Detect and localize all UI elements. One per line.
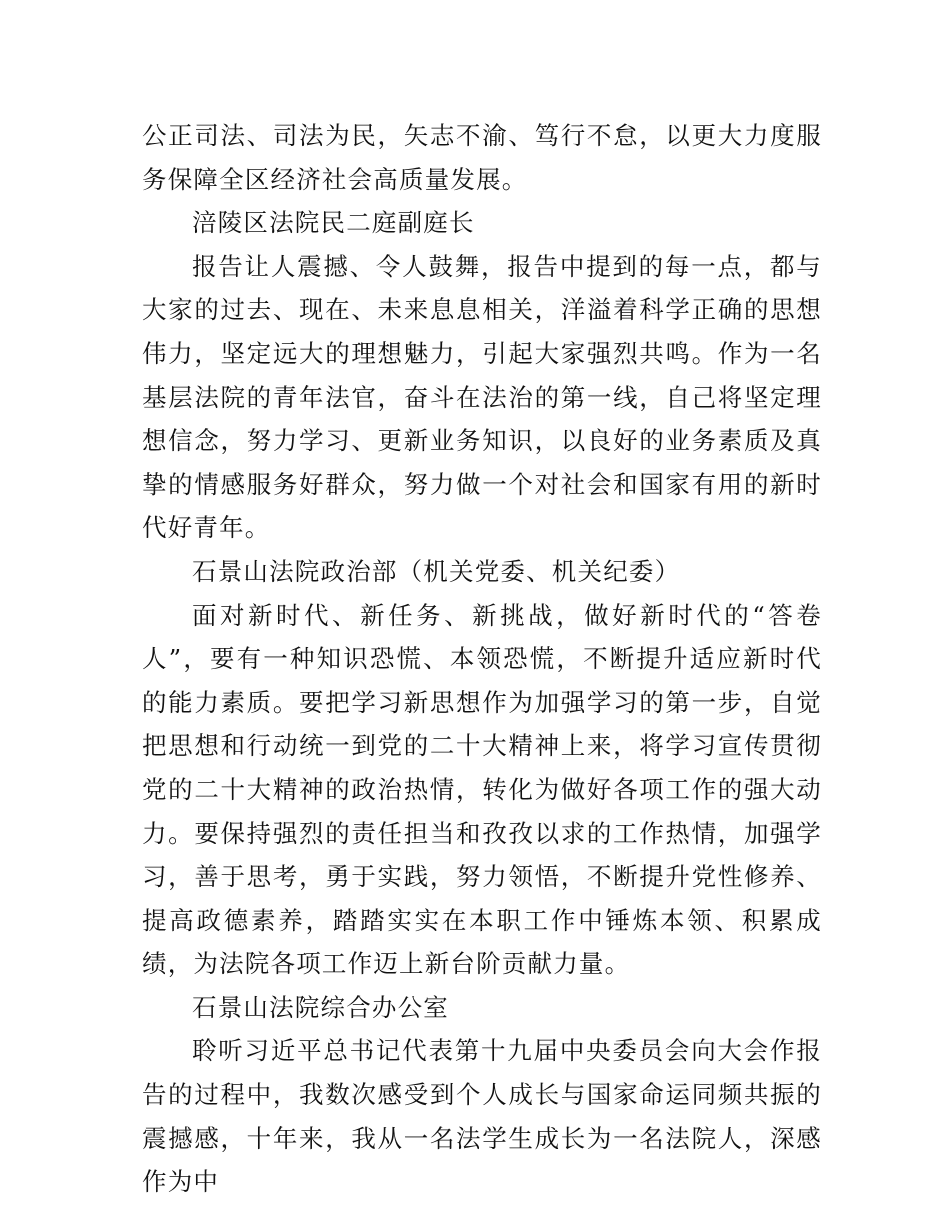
speaker-title-shijingshan-general-office: 石景山法院综合办公室	[192, 992, 449, 1022]
paragraph-general-office-statement: 聆听习近平总书记代表第十九届中央委员会向大会作报告的过程中，我数次感受到个人成长与国家命运同频共振的震撼感，十年来，我从一名法学生成长为一名法院人，深感作为中	[142, 1036, 822, 1197]
paragraph-political-dept-statement: 面对新时代、新任务、新挑战，做好新时代的“答卷人”，要有一种知识恐慌、本领恐慌，不断提升适应新时代的能力素质。要把学习新思想作为加强学习的第一步，自觉把思想和行动统一到党的二十大精神上来，将学习宣传贯彻党的二十大精神的政治热情，转化为做好各项工作的强大动力。要保持强烈的责任担当和孜孜以求的工作热情，加强学习，善于思考，勇于实践，努力领悟，不断提升党性修养、提高政德素养，踏踏实实在本职工作中锤炼本领、积累成绩，为法院各项工作迈上新台阶贡献力量。	[142, 600, 822, 979]
document-page	[142, 114, 822, 1204]
paragraph-fuling-statement: 报告让人震撼、令人鼓舞，报告中提到的每一点，都与大家的过去、现在、未来息息相关，洋溢着科学正确的思想伟力，坚定远大的理想魅力，引起大家强烈共鸣。作为一名基层法院的青年法官，奋斗在法治的第一线，自己将坚定理想信念，努力学习、更新业务知识，以良好的业务素质及真挚的情感服务好群众，努力做一个对社会和国家有用的新时代好青年。	[142, 251, 822, 543]
speaker-title-shijingshan-political-dept: 石景山法院政治部（机关党委、机关纪委）	[192, 556, 681, 586]
paragraph-continuation: 公正司法、司法为民，矢志不渝、笃行不怠，以更大力度服务保障全区经济社会高质量发展。	[142, 121, 822, 194]
speaker-title-fuling-court: 涪陵区法院民二庭副庭长	[192, 208, 475, 238]
